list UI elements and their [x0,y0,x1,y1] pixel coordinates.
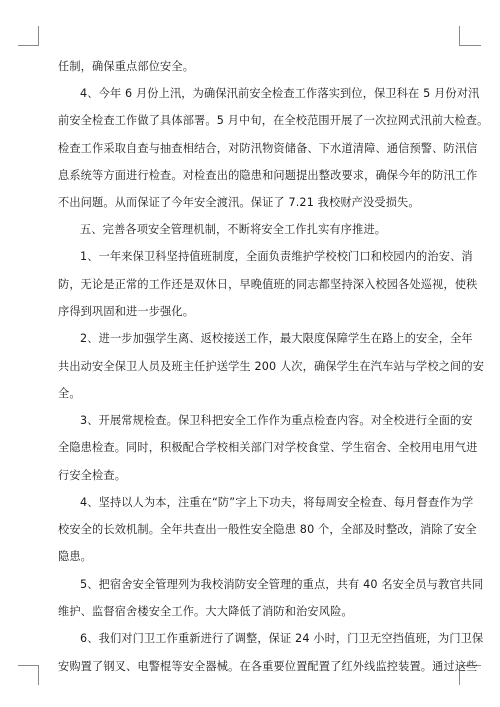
text-line: 全。 [58,387,81,400]
crop-mark-top-left-vertical [38,26,39,46]
text-line: 4、今年 6 月份上汛，为确保汛前安全检查工作落实到位，保卫科在 5 月份对汛 [80,87,480,100]
text-line: 共出动安全保卫人员及班主任护送学生 200 人次，确保学生在汽车站与学校之间的安 [58,360,485,373]
text-line: 隐患。 [58,550,93,563]
text-line: 1、一年来保卫科坚持值班制度，全面负责维护学校校门口和校园内的治安、消 [80,250,473,263]
text-line: 息系统等方面进行检查。对检查出的隐患和问题提出整改要求，确保今年的防汛工作 [58,169,478,182]
text-line: 校安全的长效机制。全年共查出一般性安全隐患 80 个，全部及时整改，消除了安全 [58,523,477,536]
text-line: 前安全检查工作做了具体部署。5 月中旬，在全校范围开展了一次拉网式汛前大检查。 [58,114,489,127]
text-line: 维护、监督宿舍楼安全工作。大大降低了消防和治安风险。 [58,605,353,618]
text-line: 任制，确保重点部位安全。 [58,60,195,73]
section-heading: 五、完善各项安全管理机制，不断将安全工作扎实有序推进。 [80,223,387,236]
crop-mark-top-right-horizontal [459,45,481,46]
text-line: 5、把宿舍安全管理列为我校消防安全管理的重点，共有 40 名安全员与教官共同 [80,578,484,591]
text-line: 2、进一步加强学生离、返校接送工作，最大限度保障学生在路上的安全，全年 [80,332,473,345]
text-line: 行安全检查。 [58,469,127,482]
text-line: 全隐患检查。同时，积极配合学校相关部门对学校食堂、学生宿舍、全校用电用气进 [58,441,478,454]
crop-mark-bottom-left-vertical [38,665,39,685]
text-line: 不出问题。从而保证了今年安全渡汛。保证了 7.21 我校财产没受损失。 [58,196,420,209]
crop-mark-bottom-left-horizontal [18,665,39,666]
crop-mark-top-left-horizontal [18,45,39,46]
text-line: 检查工作采取自查与抽查相结合，对防汛物资储备、下水道清障、通信预警、防汛信 [58,142,478,155]
text-line: 3、开展常规检查。保卫科把安全工作作为重点检查内容。对全校进行全面的安 [80,414,473,427]
text-line: 安购置了钢叉、电警棍等安全器械。在各重要位置配置了红外线监控装置。通过这些 [58,660,478,673]
text-line: 6、我们对门卫工作重新进行了调整，保证 24 小时，门卫无空挡值班，为门卫保 [80,632,484,645]
crop-mark-top-right-vertical [459,26,460,46]
text-line: 防，无论是正常的工作还是双休日，早晚值班的同志都坚持深入校园各处巡视，使秩 [58,278,478,291]
text-line: 序得到巩固和进一步强化。 [58,305,195,318]
text-line: 4、坚持以人为本，注重在“防”字上下功夫，将每周安全检查、每月督查作为学 [80,496,474,509]
